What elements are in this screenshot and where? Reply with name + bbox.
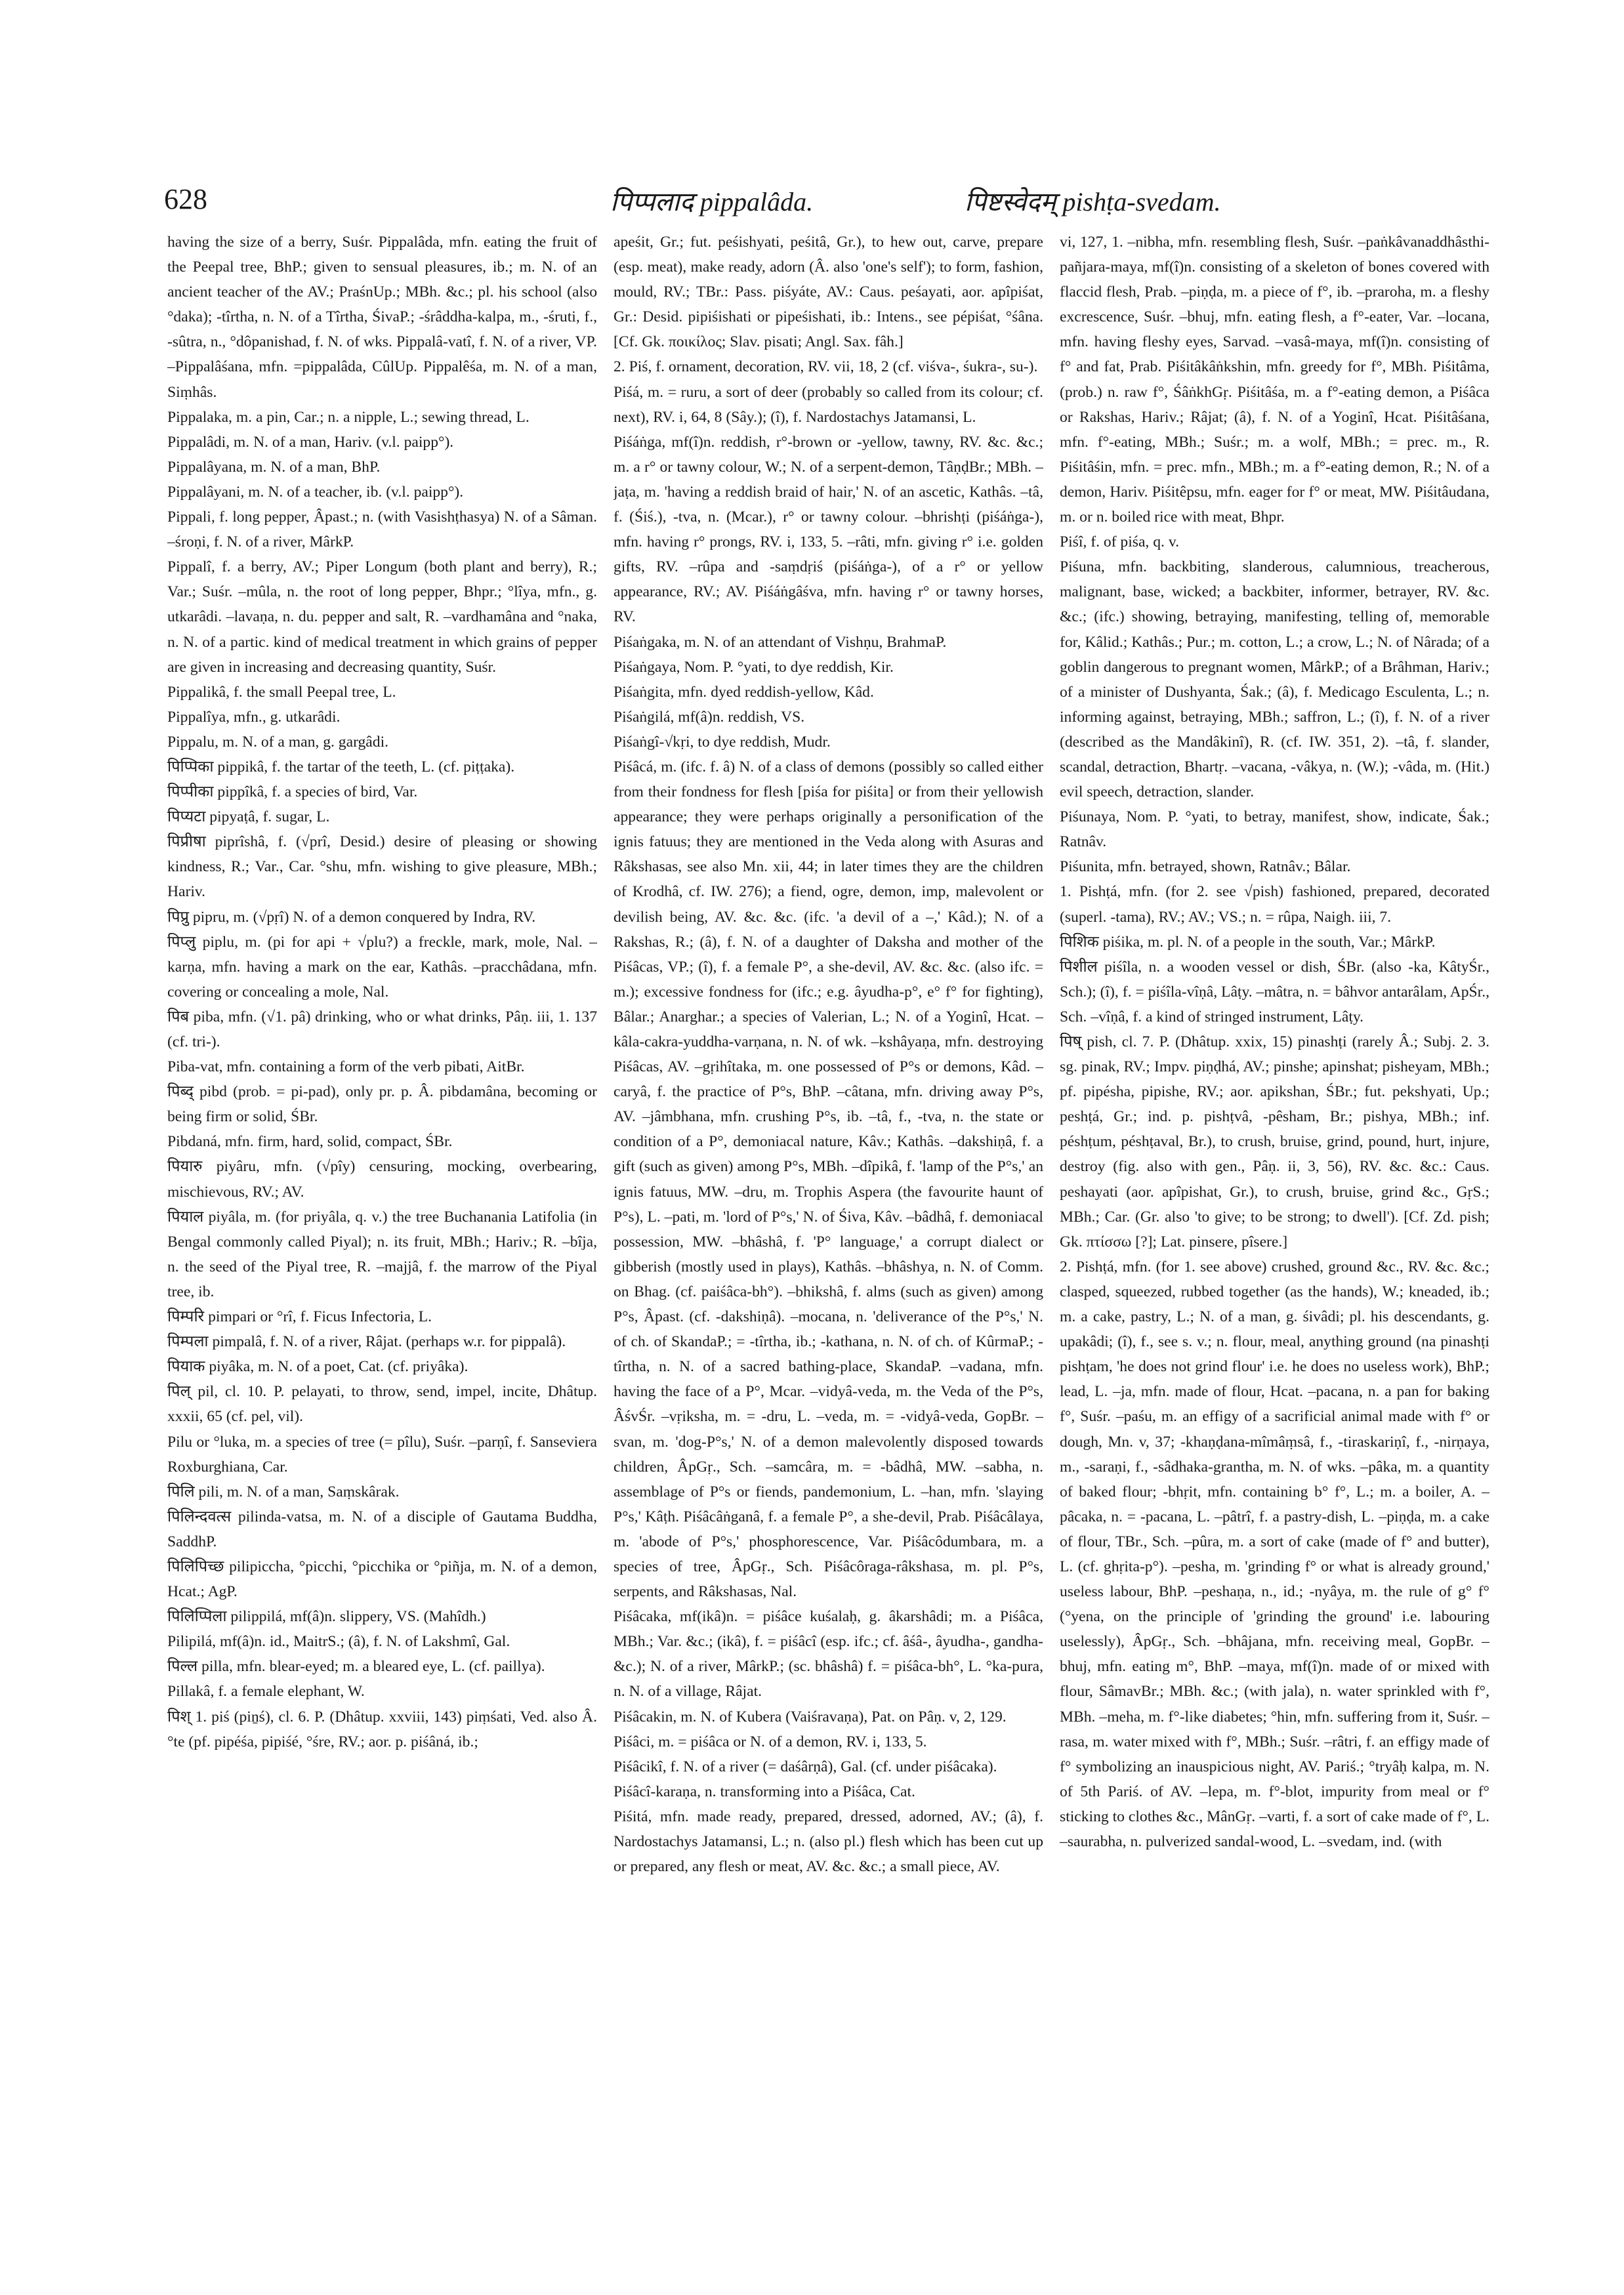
dictionary-entry: 2. Pishṭá, mfn. (for 1. see above) crushed, ground &c., RV. &c. &c.; clasped, squeezed, rubbed together (as the hands), W.; kneaded, ib.; m. a cake, pastry, L.; N. of a man, g. śivâdi; pl. his descendants, g. upakâdi; (î), f., see s. v.; n. flour, meal, anything ground (na pinashṭi pishṭam, 'he does not grind flour' i.e. he does no useless work), BhP.; lead, L. –ja, mfn. made of flour, Hcat. –pacana, n. a pan for baking f°, Suśr. –paśu, m. an effigy of a sacrificial animal made with f° or dough, Mn. v, 37; -khaṇḍana-mîmâṃsâ, f., -tiraskariṇî, f., -nirṇaya, m., -saraṇi, f., -sâdhaka-grantha, m. N. of wks. –pâka, m. a quantity of baked flour; -bhṛit, mfn. containing b° f°, L.; m. a boiler, A. –pâcaka, n. = -pacana, L. –pâtrî, f. a pastry-dish, L. –piṇḍa, m. a cake of flour, TBr., Sch. –pûra, m. a sort of cake (made of f° and butter), L. (cf. ghṛita-p°). –pesha, m. 'grinding f° or what is already ground,' useless labour, BhP. –peshaṇa, n., id.; -nyâya, m. the rule of g° f° (°yena, on the principle of 'grinding the ground' i.e. labouring uselessly), ÂpGṛ., Sch. –bhâjana, mfn. receiving meal, GopBr. –bhuj, mfn. eating m°, BhP. –maya, mf(î)n. made of or mixed with flour, SâmavBr.; MBh. &c.; (with jala), n. water sprinkled with f°, MBh. –meha, m. f°-like diabetes; °hin, mfn. suffering from it, Suśr. –rasa, m. water mixed with f°, MBh.; Suśr. –râtri, f. an effigy made of f° symbolizing an inauspicious night, AV. Pariś.; °tryâḥ kalpa, m. N. of 5th Pariś. of AV. –lepa, m. f°-blot, impurity from meal or f° sticking to clothes &c., MânGṛ. –varti, f. a sort of cake made of f°, L. –saurabha, n. pulverized sandal-wood, L. –svedam, ind. (with [1060, 1258, 1489, 1850]
dictionary-entry: Piśaṅgaya, Nom. P. °yati, to dye reddish, Kir. [614, 658, 894, 676]
dictionary-entry: पिप्पिका pippikâ, f. the tartar of the teeth, L. (cf. piṭṭaka). [167, 758, 515, 775]
dictionary-entry: Piśâcá, m. (ifc. f. â) N. of a class of demons (possibly so called either from their fondness for flesh [piśa for piśita] or from their yellowish appearance; they were perhaps originally a personification of the ignis fatuus; they are mentioned in the Veda along with Asuras and Râkshasas, see also Mn. xii, 44; in later times they are the children of Krodhâ, cf. IW. 276); a fiend, ogre, demon, imp, malevolent or devilish being, AV. &c. &c. (ifc. 'a devil of a –,' Kâd.); N. of a Rakshas, R.; (â), f. N. of a daughter of Daksha and mother of the Piśâcas, VP.; (î), f. a female P°, a she-devil, AV. &c. &c. (also ifc. = m.); excessive fondness for (ifc.; e.g. âyudha-p°, e° f° for fighting), Bâlar.; Anarghar.; a species of Valerian, L.; N. of a Yoginî, Hcat. –kâla-cakra-yuddha-varṇana, n. N. of wk. –kshâyaṇa, mfn. destroying Piśâcas, AV. –gṛihîtaka, m. one possessed of P°s or demons, Kâd. –caryâ, f. the practice of P°s, BhP. –câtana, mfn. driving away P°s, AV. –jâmbhana, mfn. crushing P°s, ib. –tâ, f., -tva, n. the state or condition of a P°, demoniacal nature, Kâv.; Kathâs. –dakshiṇâ, f. a gift (such as given) among P°s, MBh. –dîpikâ, f. 'lamp of the P°s,' an ignis fatuus, MW. –dru, m. Trophis Aspera (the favourite haunt of P°s), L. –pati, m. 'lord of P°s,' N. of Śiva, Kâv. –bâdhâ, f. demoniacal possession, MW. –bhâshâ, f. 'P° language,' a corrupt dialect or gibberish (mostly used in plays), Kathâs. –bhâshya, n. N. of Comm. on Bhag. (cf. paiśâca-bh°). –bhikshâ, f. alms (such as given) among P°s, Âpast. (cf. -dakshiṇâ). –mocana, n. 'deliverance of the P°s,' N. of ch. of SkandaP.; = -tîrtha, ib.; -kathana, n. N. of ch. of KûrmaP.; -tîrtha, n. N. of a sacred bathing-place, SkandaP. –vadana, mfn. having the face of a P°, Mcar. –vidyâ-veda, m. the Veda of the P°s, ÂśvŚr. –vṛiksha, m. = -dru, L. –veda, m. = -vidyâ-veda, GopBr. –svan, m. 'dog-P°s,' N. of a demon malevolently disposed towards children, ÂpGṛ., Sch. –samcâra, m. = -bâdhâ, MW. –sabha, n. assemblage of P°s or fiends, pandemonium, L. –han, mfn. 'slaying P°s,' Kâṭh. Piśâcâṅganâ, f. a female P°, a she-devil, Prab. Piśâcâlaya, m. 'abode of P°s,' phosphorescence, Var. Piśâcôdumbara, m. a species of tree, ÂpGṛ., Sch. Piśâcôraga-râkshasa, m. pl. P°s, serpents, and Râkshasas, Nal. [614, 758, 1043, 1601]
dictionary-entry: Piśaṅgita, mfn. dyed reddish-yellow, Kâd. [614, 683, 874, 701]
dictionary-entry: Pippalî, f. a berry, AV.; Piper Longum (both plant and berry), R.; Var.; Suśr. –mûla, n. the root of long pepper, Bhpr.; °lîya, mfn., g. utkarâdi. –lavaṇa, n. du. pepper and salt, R. –vardhamâna and °naka, n. N. of a partic. kind of medical treatment in which grains of pepper are given in increasing and decreasing quantity, Suśr. [167, 558, 597, 676]
dictionary-entry: Piśaṅgilá, mf(â)n. reddish, VS. [614, 708, 805, 726]
dictionary-entry: Piśâcaka, mf(ikâ)n. = piśâce kuśalaḥ, g. âkarshâdi; m. a Piśâca, MBh.; Var. &c.; (ikâ), f. = piśâcî (esp. ifc.; cf. âśâ-, âyudha-, gandha- &c.); N. of a river, MârkP.; (sc. bhâshâ) f. = piśâca-bh°, L. °ka-pura, n. N. of a village, Râjat. [614, 1608, 1043, 1701]
dictionary-entry: Piśuna, mfn. backbiting, slanderous, calumnious, treacherous, malignant, base, wicked; a backbiter, informer, betrayer, RV. &c. &c.; (ifc.) showing, betraying, manifesting, telling of, memorable for, Kâlid.; Kathâs.; Pur.; m. cotton, L.; a crow, L.; N. of Nârada; of a goblin dangerous to pregnant women, MârkP.; of a Brâhman, Hariv.; of a minister of Dushyanta, Śak.; (â), f. Medicago Esculenta, L.; n. informing against, betraying, MBh.; saffron, L.; (î), f. N. of a river (described as the Mandâkinî), R. (cf. IW. 351, 2). –tâ, f. slander, scandal, detraction, Bhartṛ. –vacana, -vâkya, n. (W.); -vâda, m. (Hit.) evil speech, detraction, slander. [1060, 558, 1489, 801]
dictionary-entry: पिलिन्दवत्स pilinda-vatsa, m. N. of a disciple of Gautama Buddha, SaddhP. [167, 1508, 597, 1550]
dictionary-entry: Pippalu, m. N. of a man, g. gargâdi. [167, 733, 389, 751]
dictionary-entry: पियारु piyâru, mfn. (√pîy) censuring, mocking, overbearing, mischievous, RV.; AV. [167, 1158, 597, 1201]
dictionary-entry: पिलि pili, m. N. of a man, Saṃskârak. [167, 1483, 400, 1500]
dictionary-entry: पिशिक piśika, m. pl. N. of a people in the south, Var.; MârkP. [1060, 933, 1436, 951]
dictionary-entry: 2. Piś, f. ornament, decoration, RV. vii, 18, 2 (cf. viśva-, śukra-, su-). [614, 358, 1038, 376]
dictionary-entry: पिप्लु piplu, m. (pi for api + √plu?) a freckle, mark, mole, Nal. –karṇa, mfn. having a mark on the ear, Kathâs. –pracchâdana, mfn. covering or concealing a mole, Nal. [167, 933, 597, 1001]
dictionary-entry: Piśâcakin, m. N. of Kubera (Vaiśravaṇa), Pat. on Pâṇ. v, 2, 129. [614, 1708, 1007, 1726]
dictionary-entry: Piśá, m. = ruru, a sort of deer (probably so called from its colour; cf. next), RV. i, 64, 8 (Sây.); (î), f. Nardostachys Jatamansi, L. [614, 383, 1043, 426]
dictionary-entry: Piśitá, mfn. made ready, prepared, dressed, adorned, AV.; (â), f. Nardostachys Jatamansi, L.; n. (also pl.) flesh which has been cut up or prepared, any flesh or meat, AV. &c. &c.; a small piece, AV. [614, 1808, 1043, 1876]
dictionary-entry: Pibdaná, mfn. firm, hard, solid, compact, ŚBr. [167, 1133, 453, 1151]
dictionary-entry: vi, 127, 1. –nibha, mfn. resembling flesh, Suśr. –paṅkâvanaddhâsthi-pañjara-maya, mf(î)n. consisting of a skeleton of bones covered with flaccid flesh, Prab. –piṇḍa, m. a piece of f°, ib. –praroha, m. a fleshy excrescence, Suśr. –bhuj, mfn. eating flesh, a f°-eater, Var. –locana, mfn. having fleshy eyes, Sarvad. –vasâ-maya, mf(î)n. consisting of f° and fat, Prab. Piśitâkâṅkshin, mfn. greedy for f°, MBh. Piśitâma, (prob.) n. raw f°, ŚâṅkhGṛ. Piśitâśa, m. a f°-eating demon, a Piśâca or Rakshas, Hariv.; Râjat; (â), f. N. of a Yoginî, Hcat. Piśitâśana, mfn. f°-eating, MBh.; Suśr.; m. a wolf, MBh.; = prec. m., R. Piśitâśin, mfn. = prec. mfn., MBh.; m. a f°-eating demon, R.; N. of a demon, Hariv. Piśitêpsu, mfn. eager for f° or meat, MW. Piśitâudana, m. or n. boiled rice with meat, Bhpr. [1060, 234, 1489, 526]
right-running-head: पिष्टस्वेदम् pishṭa-svedam. [965, 187, 1221, 217]
dictionary-entry: Piśâcikî, f. N. of a river (= daśârṇâ), Gal. (cf. under piśâcaka). [614, 1758, 997, 1775]
dictionary-entry: पिश् 1. piś (piṉś), cl. 6. P. (Dhâtup. xxviii, 143) piṃśati, Ved. also Â. °te (pf. pipéśa, pipiśé, °śre, RV.; aor. p. piśâná, ib.; [167, 1708, 597, 1750]
dictionary-entry: Piśâcî-karaṇa, n. transforming into a Piśâca, Cat. [614, 1783, 915, 1800]
dictionary-entry: पिम्पला pimpalâ, f. N. of a river, Râjat. (perhaps w.r. for pippalâ). [167, 1333, 566, 1351]
dictionary-entry: Pippalikâ, f. the small Peepal tree, L. [167, 683, 396, 701]
dictionary-entry: Pilu or °luka, m. a species of tree (= pîlu), Suśr. –parṇî, f. Sanseviera Roxburghiana, Car. [167, 1433, 597, 1476]
dictionary-entry: पियाक piyâka, m. N. of a poet, Cat. (cf. priyâka). [167, 1358, 468, 1376]
dictionary-entry: Pippalâyani, m. N. of a teacher, ib. (v.l. paipp°). [167, 483, 464, 501]
dictionary-entry: पिब piba, mfn. (√1. pâ) drinking, who or what drinks, Pâṇ. iii, 1. 137 (cf. tri-). [167, 1008, 597, 1050]
dictionary-entry: पिलिपिच्छ pilipiccha, °picchi, °picchika or °piñja, m. N. of a demon, Hcat.; AgP. [167, 1558, 597, 1601]
running-header [164, 182, 1506, 223]
dictionary-entry: Pippali, f. long pepper, Âpast.; n. (with Vasishṭhasya) N. of a Sâman. –śroṇi, f. N. of a river, MârkP. [167, 508, 597, 551]
dictionary-entry: Pippalîya, mfn., g. utkarâdi. [167, 708, 341, 726]
column-middle [614, 230, 1043, 2264]
dictionary-entry: पिप्पीका pippîkâ, f. a species of bird, Var. [167, 783, 418, 801]
dictionary-entry: पिल् pil, cl. 10. P. pelayati, to throw, send, impel, incite, Dhâtup. xxxii, 65 (cf. pel, vil). [167, 1383, 597, 1426]
dictionary-entry: Piśáṅga, mf(î)n. reddish, r°-brown or -yellow, tawny, RV. &c. &c.; m. a r° or tawny colour, W.; N. of a serpent-demon, TâṇḍBr.; MBh. –jaṭa, m. 'having a reddish braid of hair,' N. of an ascetic, Kathâs. –tâ, f. (Śiś.), -tva, n. (Mcar.), r° or tawny colour. –bhrishṭi (piśáṅga-), mfn. having r° prongs, RV. i, 133, 5. –râti, mfn. giving r° i.e. golden gifts, RV. –rûpa and -saṃdṛiś (piśáṅga-), of a r° or yellow appearance, RV.; AV. Piśáṅgâśva, mfn. having r° or tawny horses, RV. [614, 433, 1043, 626]
dictionary-entry: पिप्यटा pipyaṭâ, f. sugar, L. [167, 808, 330, 826]
dictionary-entry: 1. Pishṭá, mfn. (for 2. see √pish) fashioned, prepared, decorated (superl. -tama), RV.; AV.; VS.; n. = rûpa, Naigh. iii, 7. [1060, 883, 1489, 926]
dictionary-entry: Pippalâyana, m. N. of a man, BhP. [167, 458, 381, 476]
page-number: 628 [164, 183, 207, 215]
dictionary-entry: Piśî, f. of piśa, q. v. [1060, 533, 1179, 551]
dictionary-entry: Piśaṅgaka, m. N. of an attendant of Vishṇu, BrahmaP. [614, 633, 947, 651]
dictionary-entry: apeśit, Gr.; fut. peśishyati, peśitâ, Gr.), to hew out, carve, prepare (esp. meat), make ready, adorn (Â. also 'one's self'); to form, fashion, mould, RV.; TBr.: Pass. piśyáte, AV.: Caus. peśayati, aor. apîpiśat, Gr.: Desid. pipiśishati or pipeśishati, ib.: Intens., see pépiśat, °śâna. [Cf. Gk. ποικίλος; Slav. pisati; Angl. Sax. fâh.] [614, 234, 1043, 351]
dictionary-entry: पिब्द् pibd (prob. = pi-pad), only pr. p. Â. pibdamâna, becoming or being firm or solid, ŚBr. [167, 1083, 597, 1126]
dictionary-entry: Pippalâdi, m. N. of a man, Hariv. (v.l. paipp°). [167, 433, 454, 451]
dictionary-entry: पिम्परि pimpari or °rî, f. Ficus Infectoria, L. [167, 1308, 432, 1326]
dictionary-entry: पिल्ल pilla, mfn. blear-eyed; m. a bleared eye, L. (cf. paillya). [167, 1658, 545, 1676]
dictionary-entry: पियाल piyâla, m. (for priyâla, q. v.) the tree Buchanania Latifolia (in Bengal commonly called Piyal); n. its fruit, MBh.; Hariv.; R. –bîja, n. the seed of the Piyal tree, R. –majjâ, f. the marrow of the Piyal tree, ib. [167, 1208, 597, 1300]
dictionary-entry: Piba-vat, mfn. containing a form of the verb pibati, AitBr. [167, 1058, 525, 1076]
dictionary-entry: Piśunita, mfn. betrayed, shown, Ratnâv.; Bâlar. [1060, 858, 1351, 876]
dictionary-entry: पिष् pish, cl. 7. P. (Dhâtup. xxix, 15) pinashṭi (rarely Â.; Subj. 2. 3. sg. pinak, RV.; Impv. piṇḍhá, AV.; pinshe; apinshat; pisheyam, MBh.; pf. pipésha, pipishe, RV.; aor. apikshan, ŚBr.; fut. pekshyati, Up.; peshṭá, Gr.; ind. p. pishṭvâ, -pêsham, Br.; pishya, MBh.; inf. péshṭum, péshṭaval, Br.), to crush, bruise, grind, pound, hurt, injure, destroy (fig. also with gen., Pâṇ. ii, 3, 56), RV. &c. &c.: Caus. peshayati (aor. apîpishat, Gr.), to crush, bruise, grind &c., GṛS.; MBh.; Car. (Gr. also 'to give; to be strong; to dwell'). [Cf. Zd. pish; Gk. πτίσσω [?]; Lat. pinsere, pîsere.] [1060, 1033, 1489, 1251]
dictionary-entry: पिप्रु pipru, m. (√pṛî) N. of a demon conquered by Indra, RV. [167, 908, 536, 926]
dictionary-entry: पिलिप्पिला pilippilá, mf(â)n. slippery, VS. (Mahîdh.) [167, 1608, 486, 1626]
column-right [1060, 230, 1489, 2264]
dictionary-entry: Pippalaka, m. a pin, Car.; n. a nipple, L.; sewing thread, L. [167, 408, 530, 426]
dictionary-entry: Piśunaya, Nom. P. °yati, to betray, manifest, show, indicate, Śak.; Ratnâv. [1060, 808, 1489, 851]
dictionary-entry: Piśâci, m. = piśâca or N. of a demon, RV. i, 133, 5. [614, 1733, 927, 1750]
dictionary-entry: पिप्रीषा piprîshâ, f. (√prî, Desid.) desire of pleasing or showing kindness, R.; Var., Car. °shu, mfn. wishing to give pleasure, MBh.; Hariv. [167, 833, 597, 901]
dictionary-entry: Pilipilá, mf(â)n. id., MaitrS.; (â), f. N. of Lakshmî, Gal. [167, 1633, 510, 1651]
column-left [167, 230, 597, 2264]
dictionary-entry: Pillakâ, f. a female elephant, W. [167, 1683, 365, 1701]
dictionary-entry: having the size of a berry, Suśr. Pippalâda, mfn. eating the fruit of the Peepal tree, BhP.; given to sensual pleasures, ib.; m. N. of an ancient teacher of the AV.; PraśnUp.; MBh. &c.; pl. his school (also °daka); -tîrtha, n. N. of a Tîrtha, ŚivaP.; -śrâddha-kalpa, m., -śruti, f., -sûtra, n., °dôpanishad, f. N. of wks. Pippalâ-vatî, f. N. of a river, VP. –Pippalâśana, mfn. =pippalâda, CûlUp. Pippalêśa, m. N. of a man, Siṃhâs. [167, 234, 597, 401]
dictionary-entry: Piśaṅgî-√kṛi, to dye reddish, Mudr. [614, 733, 831, 751]
left-running-head: पिप्पलाद pippalâda. [610, 187, 814, 217]
dictionary-entry: पिशील piśîla, n. a wooden vessel or dish, ŚBr. (also -ka, KâtyŚr., Sch.); (î), f. = piśîla-vîṇâ, Lâṭy. –mâtra, n. = bâhvor antarâlam, ApŚr., Sch. –vîṇâ, f. a kind of stringed instrument, Lâṭy. [1060, 958, 1489, 1025]
